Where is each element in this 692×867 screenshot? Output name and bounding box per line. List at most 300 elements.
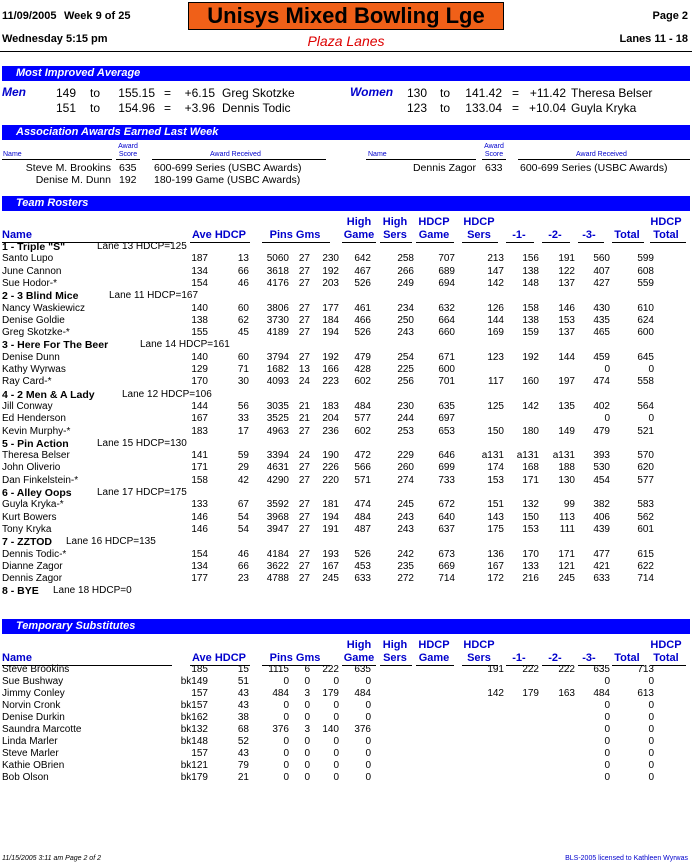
player-hds: 653 bbox=[438, 425, 455, 437]
player-hs: 467 bbox=[354, 265, 371, 277]
player-g2: 192 bbox=[522, 351, 539, 363]
roster-header-rule bbox=[380, 242, 412, 243]
player-hg: 194 bbox=[322, 327, 339, 339]
sub-name: Kathie OBrien bbox=[2, 760, 65, 771]
sub-g2: 179 bbox=[522, 688, 539, 699]
roster-header-rule bbox=[578, 242, 604, 243]
player-hs: 642 bbox=[354, 253, 371, 265]
sub-tot: 0 bbox=[604, 772, 610, 783]
player-g1: 117 bbox=[488, 376, 504, 388]
player-hdg: 242 bbox=[397, 548, 414, 560]
player-ave: 134 bbox=[191, 560, 208, 572]
player-g2: 160 bbox=[522, 376, 539, 388]
player-hdg: 229 bbox=[397, 450, 414, 462]
player-hdg: 250 bbox=[397, 314, 414, 326]
player-tot: 474 bbox=[593, 376, 610, 388]
improved-name: Dennis Todic bbox=[222, 101, 291, 115]
award-score: 635 bbox=[119, 162, 137, 174]
player-hdg: 234 bbox=[397, 302, 414, 314]
player-ave: 146 bbox=[191, 523, 208, 535]
player-hds: 635 bbox=[438, 400, 455, 412]
player-hs: 566 bbox=[354, 462, 371, 474]
player-hg: 166 bbox=[322, 364, 339, 375]
player-htot: 558 bbox=[637, 376, 654, 388]
player-g1: 150 bbox=[487, 425, 504, 437]
player-g3: 122 bbox=[558, 265, 575, 277]
sub-tot: 0 bbox=[604, 724, 610, 735]
player-g3: 111 bbox=[559, 523, 575, 535]
player-pins: 3947 bbox=[266, 523, 289, 535]
player-hg: 245 bbox=[322, 573, 339, 585]
sub-htot: 0 bbox=[648, 772, 654, 783]
player-g3: 137 bbox=[558, 277, 575, 289]
subs-header-rule bbox=[380, 665, 412, 666]
player-ave: 140 bbox=[191, 302, 208, 314]
player-tot: 435 bbox=[593, 314, 610, 326]
sub-hg: 0 bbox=[333, 700, 339, 711]
sub-hdcp: 43 bbox=[237, 748, 249, 759]
player-hg: 194 bbox=[322, 511, 339, 523]
player-hs: 602 bbox=[354, 425, 371, 437]
sub-name: Linda Marler bbox=[2, 736, 58, 747]
sub-name: Denise Durkin bbox=[2, 712, 65, 723]
player-hdcp: 23 bbox=[237, 573, 249, 585]
player-g2: 138 bbox=[522, 314, 539, 326]
sub-hdcp: 43 bbox=[237, 688, 249, 699]
sub-gms: 0 bbox=[304, 712, 310, 723]
week-label: Week 9 of 25 bbox=[64, 10, 131, 22]
player-pins: 3622 bbox=[266, 560, 289, 572]
sub-g1: 191 bbox=[487, 664, 504, 675]
player-g1: 126 bbox=[487, 302, 504, 314]
player-hdcp: 62 bbox=[237, 314, 249, 326]
sub-hdcp: 68 bbox=[237, 724, 249, 735]
player-g2: 142 bbox=[522, 400, 539, 412]
player-ave: 133 bbox=[191, 499, 208, 511]
sub-ave: bk132 bbox=[180, 724, 208, 735]
player-gms: 27 bbox=[298, 523, 310, 535]
player-hg: 192 bbox=[322, 265, 339, 277]
player-g1: a131 bbox=[481, 450, 504, 462]
player-ave: 183 bbox=[191, 425, 208, 437]
player-g3: 149 bbox=[558, 425, 575, 437]
improved-from: 149 bbox=[55, 86, 76, 100]
player-ave: 129 bbox=[191, 364, 208, 375]
player-g2: 168 bbox=[522, 462, 539, 474]
improved-eq: = bbox=[164, 101, 172, 115]
roster-header-rule bbox=[542, 242, 570, 243]
player-g1: 167 bbox=[487, 560, 504, 572]
player-g1: 174 bbox=[487, 462, 504, 474]
player-g2: 148 bbox=[522, 277, 539, 289]
player-htot: 0 bbox=[648, 364, 654, 375]
player-tot: 407 bbox=[593, 265, 610, 277]
player-name: Ray Card-* bbox=[2, 376, 52, 388]
player-g1: 169 bbox=[487, 327, 504, 339]
player-hds: 714 bbox=[438, 573, 455, 585]
player-hg: 190 bbox=[322, 450, 339, 462]
sub-name: Bob Olson bbox=[2, 772, 49, 783]
player-ave: 177 bbox=[191, 573, 208, 585]
improved-name: Greg Skotzke bbox=[222, 86, 295, 100]
team-title: 6 - Alley Oops bbox=[2, 487, 72, 499]
improved-to: to bbox=[90, 101, 101, 115]
player-ave: 154 bbox=[191, 548, 208, 560]
player-gms: 27 bbox=[298, 314, 310, 326]
award-col-award: Award Received bbox=[210, 151, 261, 158]
team-info: Lane 17 HDCP=175 bbox=[97, 487, 187, 498]
player-hdcp: 60 bbox=[237, 302, 249, 314]
player-g2: 153 bbox=[522, 523, 539, 535]
improved-new: 154.96 bbox=[118, 101, 155, 115]
player-g3: 99 bbox=[563, 499, 575, 511]
sub-name: Saundra Marcotte bbox=[2, 724, 82, 735]
player-pins: 4093 bbox=[266, 376, 289, 388]
most-improved-bar: Most Improved Average bbox=[2, 66, 690, 81]
sub-hs: 376 bbox=[354, 724, 371, 735]
player-hdcp: 29 bbox=[237, 462, 249, 474]
sub-hdcp: 52 bbox=[237, 736, 249, 747]
player-ave: 140 bbox=[191, 351, 208, 363]
player-pins: 3035 bbox=[266, 400, 289, 412]
subs-col-high-game: High bbox=[346, 639, 372, 651]
player-hdg: 253 bbox=[397, 425, 414, 437]
sub-ave: bk148 bbox=[180, 736, 208, 747]
team-title: 2 - 3 Blind Mice bbox=[2, 290, 79, 303]
player-hdg: 249 bbox=[397, 277, 414, 289]
player-hdcp: 42 bbox=[237, 474, 249, 486]
player-gms: 27 bbox=[298, 277, 310, 289]
player-hdcp: 33 bbox=[237, 413, 249, 425]
sub-hg: 0 bbox=[333, 736, 339, 747]
player-hdg: 243 bbox=[397, 327, 414, 339]
player-hds: 660 bbox=[438, 327, 455, 339]
player-ave: 141 bbox=[191, 450, 208, 462]
player-g3: 146 bbox=[558, 302, 575, 314]
player-gms: 27 bbox=[298, 511, 310, 523]
award-score: 633 bbox=[485, 162, 503, 174]
roster-header-rule bbox=[342, 242, 376, 243]
player-ave: 158 bbox=[191, 474, 208, 486]
player-hdg: 235 bbox=[397, 560, 414, 572]
improved-new: 155.15 bbox=[118, 86, 155, 100]
player-g3: a131 bbox=[552, 450, 575, 462]
player-gms: 13 bbox=[298, 364, 310, 375]
player-ave: 146 bbox=[191, 511, 208, 523]
player-hds: 672 bbox=[438, 499, 455, 511]
sub-hdcp: 51 bbox=[237, 676, 249, 687]
sub-name: Steve Marler bbox=[2, 748, 59, 759]
player-tot: 0 bbox=[604, 364, 610, 375]
player-gms: 27 bbox=[298, 302, 310, 314]
player-hds: 637 bbox=[438, 523, 455, 535]
player-htot: 608 bbox=[637, 265, 654, 277]
improved-gain: +11.42 bbox=[529, 86, 566, 100]
player-g2: 216 bbox=[522, 573, 539, 585]
player-tot: 530 bbox=[593, 462, 610, 474]
sub-g2: 222 bbox=[522, 664, 539, 675]
player-hs: 453 bbox=[354, 560, 371, 572]
sub-gms: 0 bbox=[304, 760, 310, 771]
sub-htot: 0 bbox=[648, 712, 654, 723]
sub-pins: 0 bbox=[283, 748, 289, 759]
player-ave: 171 bbox=[191, 462, 208, 474]
player-g2: 150 bbox=[522, 511, 539, 523]
team-title: 5 - Pin Action bbox=[2, 437, 69, 450]
award-name: Steve M. Brookins bbox=[25, 162, 111, 174]
team-info: Lane 16 HDCP=135 bbox=[66, 536, 156, 548]
player-hds: 600 bbox=[438, 364, 455, 375]
player-hdg: 272 bbox=[397, 573, 414, 585]
player-pins: 4290 bbox=[266, 474, 289, 486]
player-ave: 154 bbox=[191, 277, 208, 289]
player-g1: 142 bbox=[487, 277, 504, 289]
player-hg: 226 bbox=[322, 462, 339, 474]
player-hdg: 260 bbox=[397, 462, 414, 474]
sub-hdcp: 21 bbox=[237, 772, 249, 783]
subs-col-high-game-2: Game bbox=[343, 652, 375, 664]
award-name: Dennis Zagor bbox=[412, 162, 476, 174]
subs-col-g3: -3- bbox=[582, 652, 596, 664]
player-htot: 562 bbox=[637, 511, 654, 523]
sub-hdcp: 79 bbox=[237, 760, 249, 771]
team-title: 1 - Triple "S" bbox=[2, 241, 66, 253]
player-hds: 697 bbox=[438, 413, 455, 425]
sub-ave: bk157 bbox=[180, 700, 208, 711]
player-htot: 521 bbox=[637, 425, 654, 437]
roster-col-high-sers: High bbox=[382, 216, 408, 228]
sub-hs: 0 bbox=[365, 676, 371, 687]
team-info: Lane 15 HDCP=130 bbox=[97, 437, 187, 449]
player-g3: 245 bbox=[558, 573, 575, 585]
sub-hg: 0 bbox=[333, 676, 339, 687]
player-tot: 439 bbox=[593, 523, 610, 535]
sub-ave: 185 bbox=[191, 664, 208, 675]
player-hdcp: 54 bbox=[237, 523, 249, 535]
player-g1: 136 bbox=[487, 548, 504, 560]
sub-name: Norvin Cronk bbox=[2, 700, 61, 711]
player-hdg: 243 bbox=[397, 511, 414, 523]
player-gms: 27 bbox=[298, 327, 310, 339]
player-g1: 151 bbox=[487, 499, 504, 511]
improved-to: to bbox=[440, 86, 451, 100]
sub-htot: 0 bbox=[648, 724, 654, 735]
player-gms: 27 bbox=[298, 265, 310, 277]
player-pins: 3794 bbox=[266, 351, 289, 363]
award-header-rule bbox=[116, 159, 140, 160]
sub-pins: 0 bbox=[283, 772, 289, 783]
sub-pins: 0 bbox=[283, 700, 289, 711]
player-hg: 236 bbox=[322, 425, 339, 437]
player-hds: 701 bbox=[438, 376, 455, 388]
player-g1: 143 bbox=[487, 511, 504, 523]
player-g2: 159 bbox=[522, 327, 539, 339]
sub-name: Jimmy Conley bbox=[2, 688, 65, 699]
player-tot: 0 bbox=[604, 413, 610, 425]
player-hdcp: 54 bbox=[237, 511, 249, 523]
player-hg: 223 bbox=[322, 376, 339, 388]
sub-gms: 3 bbox=[304, 724, 310, 735]
subs-col-pins-gms: Pins Gms bbox=[269, 652, 321, 664]
player-pins: 4631 bbox=[266, 462, 289, 474]
player-tot: 479 bbox=[593, 425, 610, 437]
player-htot: 0 bbox=[648, 413, 654, 425]
player-hdcp: 60 bbox=[237, 351, 249, 363]
award-col-name: Name bbox=[3, 151, 22, 158]
roster-col-high-game: High bbox=[346, 216, 372, 228]
player-hds: 694 bbox=[438, 277, 455, 289]
roster-col-g2: -2- bbox=[548, 229, 562, 241]
player-hs: 428 bbox=[354, 364, 371, 375]
player-gms: 21 bbox=[298, 400, 310, 412]
team-title: 8 - BYE bbox=[2, 585, 39, 598]
report-date: 11/09/2005 bbox=[2, 10, 57, 22]
roster-header-rule bbox=[612, 242, 644, 243]
player-g1: 153 bbox=[487, 474, 504, 486]
player-g1: 125 bbox=[487, 400, 504, 412]
player-hdcp: 59 bbox=[237, 450, 249, 462]
player-tot: 406 bbox=[593, 511, 610, 523]
roster-col-hdcp-sers-2: Sers bbox=[467, 229, 491, 241]
player-htot: 622 bbox=[637, 560, 654, 572]
sub-hg: 222 bbox=[322, 664, 339, 675]
award-header-rule bbox=[482, 159, 506, 160]
player-gms: 21 bbox=[298, 413, 310, 425]
award-col-score: Award Score bbox=[118, 143, 138, 158]
sub-pins: 484 bbox=[272, 688, 289, 699]
improved-from: 151 bbox=[55, 101, 76, 115]
player-hdg: 245 bbox=[397, 499, 414, 511]
improved-from: 123 bbox=[406, 101, 427, 115]
player-hs: 474 bbox=[354, 499, 371, 511]
page-number: Page 2 bbox=[652, 10, 688, 22]
player-hds: 689 bbox=[438, 265, 455, 277]
player-name: Dennis Todic-* bbox=[2, 548, 67, 560]
player-hdg: 230 bbox=[397, 400, 414, 412]
improved-gain: +10.04 bbox=[528, 101, 566, 115]
player-hg: 177 bbox=[322, 302, 339, 314]
player-hdg: 258 bbox=[397, 253, 414, 265]
sub-gms: 0 bbox=[304, 748, 310, 759]
sub-hs: 0 bbox=[365, 748, 371, 759]
improved-to: to bbox=[90, 86, 101, 100]
player-pins: 3394 bbox=[266, 450, 289, 462]
player-pins: 3806 bbox=[266, 302, 289, 314]
sub-hg: 0 bbox=[333, 772, 339, 783]
player-hdcp: 66 bbox=[237, 265, 249, 277]
player-hdcp: 67 bbox=[237, 499, 249, 511]
player-name: Santo Lupo bbox=[2, 253, 54, 265]
player-pins: 3525 bbox=[266, 413, 289, 425]
improved-to: to bbox=[440, 101, 451, 115]
player-g3: 135 bbox=[558, 400, 575, 412]
player-htot: 570 bbox=[637, 450, 654, 462]
improved-from: 130 bbox=[406, 86, 427, 100]
men-label: Men bbox=[2, 85, 26, 99]
player-name: Guyla Kryka-* bbox=[2, 499, 64, 511]
player-hg: 184 bbox=[322, 314, 339, 326]
sub-tot: 0 bbox=[604, 748, 610, 759]
improved-gain: +6.15 bbox=[184, 86, 215, 100]
player-pins: 4184 bbox=[266, 548, 289, 560]
player-hg: 191 bbox=[322, 523, 339, 535]
improved-new: 141.42 bbox=[465, 86, 502, 100]
player-g1: 172 bbox=[487, 573, 504, 585]
player-g3: 113 bbox=[559, 511, 575, 523]
player-pins: 4176 bbox=[266, 277, 289, 289]
improved-eq: = bbox=[512, 86, 520, 100]
player-gms: 27 bbox=[298, 474, 310, 486]
player-hs: 571 bbox=[354, 474, 371, 486]
player-pins: 3592 bbox=[266, 499, 289, 511]
player-gms: 27 bbox=[298, 499, 310, 511]
team-title: 3 - Here For The Beer bbox=[2, 339, 109, 352]
sub-htot: 713 bbox=[637, 664, 654, 675]
improved-new: 133.04 bbox=[465, 101, 502, 115]
player-hs: 602 bbox=[354, 376, 371, 388]
player-name: John Oliverio bbox=[2, 462, 61, 474]
roster-col-name: Name bbox=[2, 229, 32, 241]
player-gms: 27 bbox=[298, 462, 310, 474]
subs-col-name: Name bbox=[2, 652, 32, 664]
team-title: 4 - 2 Men & A Lady bbox=[2, 388, 95, 401]
roster-col-hdcp-game-2: Game bbox=[418, 229, 450, 241]
subs-col-hdcp-total-2: Total bbox=[653, 652, 679, 664]
sub-htot: 0 bbox=[648, 700, 654, 711]
award-col-award-2: Award Received bbox=[576, 151, 627, 158]
award-name: Denise M. Dunn bbox=[35, 174, 111, 186]
player-hg: 183 bbox=[322, 400, 339, 412]
sub-gms: 6 bbox=[304, 664, 310, 675]
league-title: Unisys Mixed Bowling Lge bbox=[188, 2, 504, 30]
roster-col-total: Total bbox=[614, 229, 640, 241]
player-hds: 664 bbox=[438, 314, 455, 326]
awards-bar: Association Awards Earned Last Week bbox=[2, 125, 690, 140]
subs-bar: Temporary Substitutes bbox=[2, 619, 690, 634]
sub-tot: 0 bbox=[604, 736, 610, 747]
venue-name: Plaza Lanes bbox=[307, 33, 385, 49]
roster-col-hdcp-total-2: Total bbox=[653, 229, 679, 241]
sub-g3: 163 bbox=[558, 688, 575, 699]
player-g2: 158 bbox=[522, 302, 539, 314]
subs-col-hdcp-sers-2: Sers bbox=[467, 652, 491, 664]
sub-hdcp: 15 bbox=[237, 664, 249, 675]
player-hs: 479 bbox=[354, 351, 371, 363]
team-info: Lane 18 HDCP=0 bbox=[53, 585, 132, 597]
player-tot: 560 bbox=[593, 253, 610, 265]
player-g3: 137 bbox=[558, 327, 575, 339]
player-tot: 430 bbox=[593, 302, 610, 314]
player-hdg: 254 bbox=[397, 351, 414, 363]
player-tot: 454 bbox=[593, 474, 610, 486]
player-hds: 671 bbox=[438, 351, 455, 363]
player-g2: a131 bbox=[516, 450, 539, 462]
women-label: Women bbox=[350, 85, 394, 99]
player-hdcp: 45 bbox=[237, 327, 249, 339]
player-hdg: 256 bbox=[397, 376, 414, 388]
player-gms: 27 bbox=[298, 573, 310, 585]
player-hdg: 274 bbox=[397, 474, 414, 486]
subs-col-hdcp-total: HDCP bbox=[650, 639, 682, 651]
team-info: Lane 14 HDCP=161 bbox=[140, 339, 230, 351]
player-hds: 646 bbox=[438, 450, 455, 462]
subs-col-hdcp-game-2: Game bbox=[418, 652, 450, 664]
player-htot: 559 bbox=[637, 277, 654, 289]
sub-hg: 140 bbox=[322, 724, 339, 735]
player-tot: 477 bbox=[593, 548, 610, 560]
roster-col-high-game-2: Game bbox=[343, 229, 375, 241]
sub-hs: 0 bbox=[365, 736, 371, 747]
